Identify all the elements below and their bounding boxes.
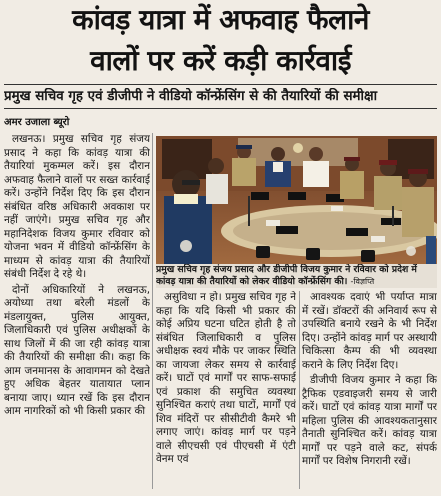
news-photo xyxy=(156,136,437,264)
caption-text: प्रमुख सचिव गृह संजय प्रसाद और डीजीपी विजय कुमार ने रविवार को प्रदेश में कांवड़ यात्रा की तैयारियों को लेकर वीडियो कॉन्फ्रेंसिंग की। xyxy=(156,264,417,287)
paragraph: लखनऊ। प्रमुख सचिव गृह संजय प्रसाद ने कहा कि कांवड़ यात्रा की तैयारियां मुकम्मल करें। इस दौरान अफवाह फैलाने वालों पर सख्त कार्रवाई करें। उन्होंने निर्देश दिए कि इस दौरान संबंधित वरिष्ठ अधिकारी अवकाश पर नहीं जाएंगे। प्रमुख सचिव गृह और महानिदेशक विजय कुमार रविवार को योजना भवन में वीडियो कॉन्फ्रेंसिंग के माध्यम से कांवड़ यात्रा की तैयारियों संबंधी निर्देश दे रहे थे। xyxy=(4,133,150,280)
article-column-middle xyxy=(156,291,296,489)
headline-line-1: कांवड़ यात्रा में अफवाह फैलाने xyxy=(72,3,369,36)
byline: अमर उजाला ब्यूरो xyxy=(4,117,70,128)
headline-rule xyxy=(4,84,437,85)
photo-caption xyxy=(156,264,437,288)
subheadline-rule xyxy=(4,108,437,109)
article-column-left xyxy=(4,133,150,489)
column-divider xyxy=(152,133,153,489)
meeting-room-photo xyxy=(156,136,437,264)
paragraph: असुविधा न हो। प्रमुख सचिव गृह ने कहा कि यदि किसी भी प्रकार की कोई अप्रिय घटना घटित होती है तो संबंधित जिलाधिकारी व पुलिस अधीक्षक स्वयं मौके पर जाकर स्थिति का जायजा लेकर समय से कार्रवाई करें। घाटों एवं मार्गों पर साफ-सफाई एवं प्रकाश की समुचित व्यवस्था सुनिश्चित कराएं तथा घाटों, मार्गों एवं शिव मंदिरों पर सीसीटीवी कैमरे भी लगाए जाएं। कांवड़ मार्ग पर पड़ने वाले सीएचसी एवं पीएचसी में एंटी वेनम एवं xyxy=(156,291,296,465)
photo-credit: -विज्ञप्ति xyxy=(350,277,375,286)
paragraph: आवश्यक दवाएं भी पर्याप्त मात्रा में रखें। डॉक्टरों की अनिवार्य रूप से उपस्थिति बनाये रखने के भी निर्देश दिए। उन्होंने कांवड़ मार्ग पर अस्थायी चिकित्सा कैम्प की भी व्यवस्था कराने के लिए निर्देश दिए। xyxy=(302,291,437,371)
article-column-right xyxy=(302,291,437,489)
column-divider xyxy=(299,291,300,489)
subheadline: प्रमुख सचिव गृह एवं डीजीपी ने वीडियो कॉन्फ्रेंसिंग से की तैयारियों की समीक्षा xyxy=(4,89,378,104)
paragraph: दोनों अधिकारियों ने लखनऊ, अयोध्या तथा बरेली मंडलों के मंडलायुक्त, पुलिस आयुक्त, जिलाधिकारी एवं पुलिस अधीक्षकों के साथ जिलों में की जा रही कांवड़ यात्रा की तैयारियों की समीक्षा की। कहा कि आम जनमानस के आवागमन को देखते हुए अधिक बेहतर यातायात प्लान बनाया जाए। ध्यान रखें कि इस दौरान आम नागरिकों को भी किसी प्रकार की xyxy=(4,283,150,417)
paragraph: डीजीपी विजय कुमार ने कहा कि ट्रैफिक एडवाइजरी समय से जारी करें। घाटों एवं कांवड़ यात्रा मार्गों पर महिला पुलिस की आवश्यकतानुसार तैनाती सुनिश्चित करें। कांवड़ यात्रा मार्गों पर पड़ने वाले कट, संपर्क मार्गों पर विशेष निगरानी रखें। xyxy=(302,374,437,467)
headline-line-2: वालों पर करें कड़ी कार्रवाई xyxy=(90,44,351,77)
